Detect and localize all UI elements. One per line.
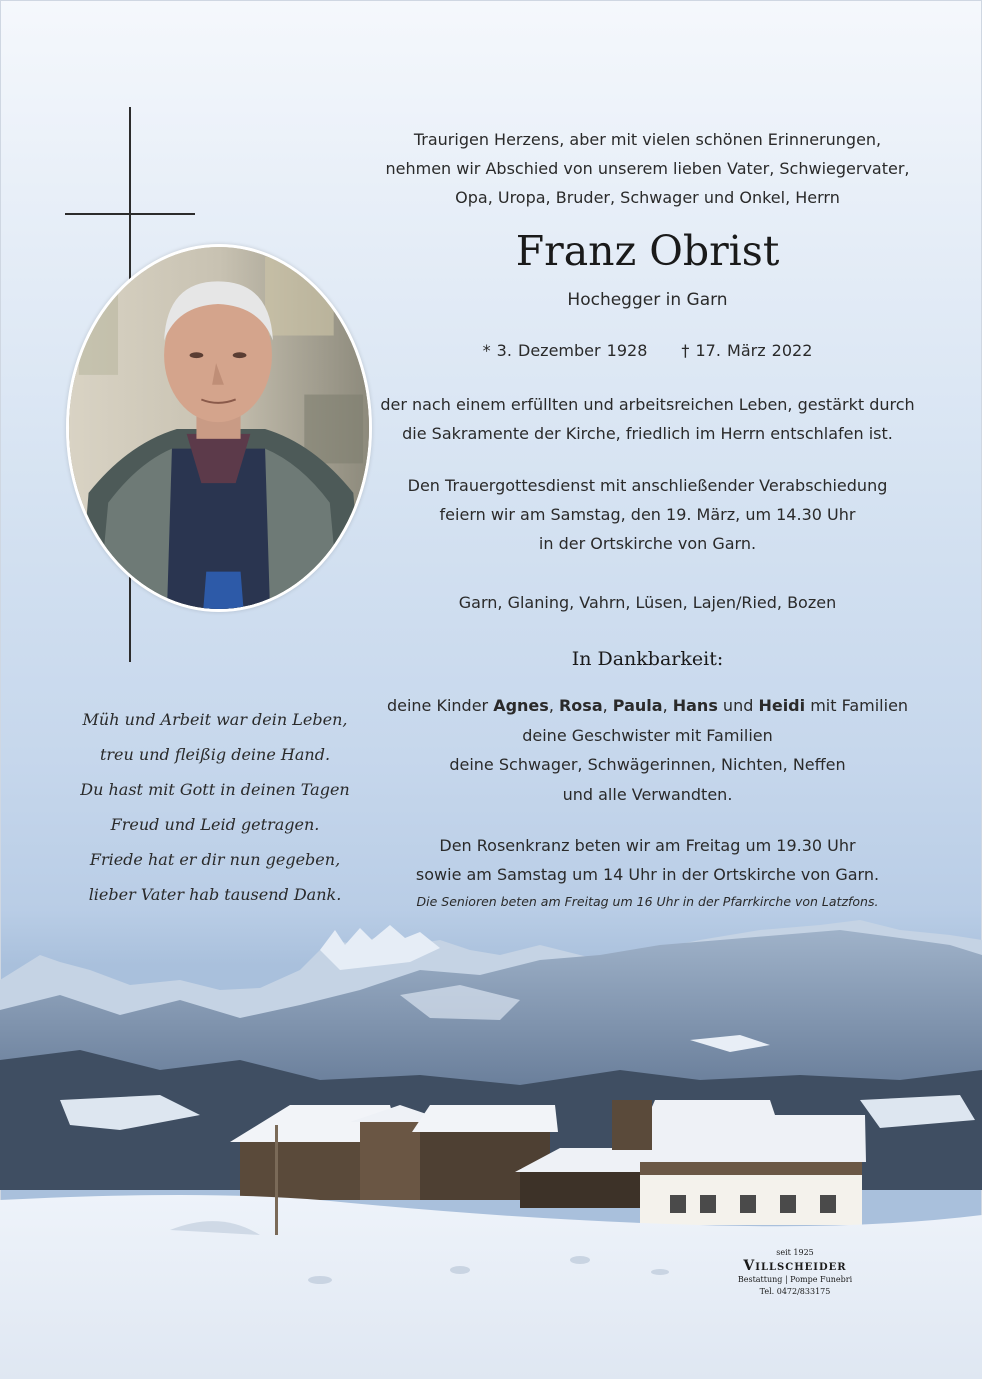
poem-line: Friede hat er dir nun gegeben, [89, 850, 341, 869]
service-line: in der Ortskirche von Garn. [538, 534, 757, 553]
rosary-line: sowie am Samstag um 14 Uhr in der Ortskirche von Garn. [415, 865, 880, 884]
family-prefix: deine Kinder [386, 696, 494, 715]
child-name: Paula [612, 696, 663, 715]
deceased-place: Hochegger in Garn [567, 290, 728, 310]
child-name: Rosa [558, 696, 603, 715]
service-line: Den Trauergottesdienst mit anschließender Verabschiedung [407, 476, 888, 495]
intro-line: nehmen wir Abschied von unserem lieben Vater, Schwiegervater, [385, 159, 910, 178]
portrait-photo [66, 244, 372, 612]
birth-date: * 3. Dezember 1928 [482, 341, 648, 360]
poem-line: Freud und Leid getragen. [110, 815, 320, 834]
poem-line: Müh und Arbeit war dein Leben, [82, 710, 348, 729]
poem-line: lieber Vater hab tausend Dank. [88, 885, 342, 904]
child-name: Hans [672, 696, 718, 715]
family-line: deine Geschwister mit Familien [522, 725, 773, 745]
seniors-note: Die Senioren beten am Freitag um 16 Uhr in der Pfarrkirche von Latzfons. [416, 894, 879, 909]
service-line: feiern wir am Samstag, den 19. März, um 14.30 Uhr [439, 505, 856, 524]
family-line: deine Schwager, Schwägerinnen, Nichten, Neffen [449, 755, 846, 774]
rosary-line: Den Rosenkranz beten wir am Freitag um 19.30 Uhr [439, 836, 856, 855]
family-line-children [380, 691, 915, 721]
logo-brand: Villscheider [743, 1258, 847, 1274]
intro-line: Traurigen Herzens, aber mit vielen schönen Erinnerungen, [413, 130, 882, 149]
funeral-home-logo [712, 1248, 878, 1298]
thanks-heading: In Dankbarkeit: [571, 648, 724, 670]
funeral-service-text [380, 471, 915, 558]
separator: , [602, 696, 613, 715]
death-date: † 17. März 2022 [681, 341, 813, 360]
logo-subtitle: Bestattung | Pompe Funebri [737, 1275, 853, 1284]
child-name: Agnes [493, 696, 549, 715]
separator: und [717, 696, 759, 715]
family-suffix: mit Familien [805, 696, 909, 715]
deceased-name: Franz Obrist [515, 227, 780, 275]
separator: , [662, 696, 673, 715]
separator: , [548, 696, 559, 715]
intro-text [380, 125, 915, 212]
rosary-text [380, 831, 915, 889]
poem-line: Du hast mit Gott in deinen Tagen [80, 780, 350, 799]
logo-phone: Tel. 0472/833175 [759, 1287, 831, 1296]
poem [60, 702, 370, 912]
cross-horizontal-bar [65, 213, 195, 215]
family-list [380, 691, 915, 809]
life-dates [380, 338, 915, 364]
passing-text [380, 390, 915, 448]
logo-since: seit 1925 [776, 1248, 814, 1257]
passing-line: der nach einem erfüllten und arbeitsreichen Leben, gestärkt durch [380, 395, 915, 414]
towns-list: Garn, Glaning, Vahrn, Lüsen, Lajen/Ried, Bozen [458, 593, 837, 612]
passing-line: die Sakramente der Kirche, friedlich im Herrn entschlafen ist. [402, 424, 893, 443]
child-name: Heidi [758, 696, 806, 715]
poem-line: treu und fleißig deine Hand. [99, 745, 331, 764]
intro-line: Opa, Uropa, Bruder, Schwager und Onkel, Herrn [455, 188, 840, 207]
winter-landscape-image [0, 900, 982, 1379]
family-line: und alle Verwandten. [562, 784, 733, 804]
